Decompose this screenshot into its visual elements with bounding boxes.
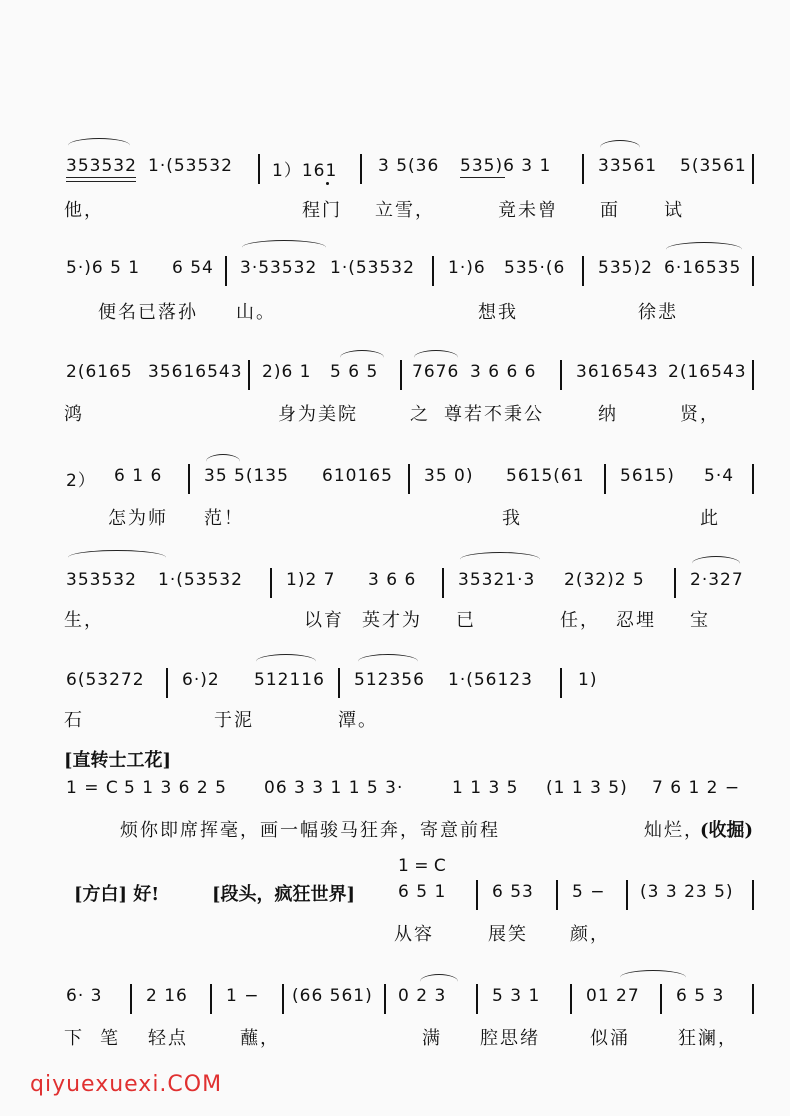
lyric: 英才为 — [362, 610, 422, 631]
lyric: 立雪， — [375, 200, 435, 221]
bar-line — [408, 464, 410, 494]
lyric: 他， — [64, 200, 104, 221]
note-group: 2)6 1 — [262, 362, 312, 382]
section-label: [段头，疯狂世界] — [212, 884, 356, 905]
slur — [68, 138, 130, 153]
note-group: 35321·3 — [458, 570, 536, 590]
note-group: 7 6 1 2 − — [652, 778, 741, 798]
underline — [66, 177, 136, 178]
bar-line — [752, 256, 754, 286]
bar-line — [188, 464, 190, 494]
bar-line — [570, 984, 572, 1014]
slur — [692, 556, 740, 571]
note-group: 5 3 1 — [492, 986, 541, 1006]
key-change: 1 = C — [398, 856, 446, 876]
key-signature: 1 = C — [66, 778, 119, 798]
note-group: 1)2 7 — [286, 570, 336, 590]
note-group: 610165 — [322, 466, 393, 486]
note-group: 7676 — [412, 362, 460, 382]
bar-line — [604, 464, 606, 494]
note-group: 5 − — [572, 882, 606, 902]
bar-line — [258, 154, 260, 184]
note-group: 2·327 — [690, 570, 744, 590]
lyric: 我 — [502, 508, 522, 529]
bar-line — [282, 984, 284, 1014]
bar-line — [270, 568, 272, 598]
lyric: 从容 — [394, 924, 434, 945]
note-group: 2(32)2 5 — [564, 570, 645, 590]
lyric: 宝 — [690, 610, 710, 631]
bar-line — [360, 154, 362, 184]
lyric: 腔思绪 — [480, 1028, 540, 1049]
lyric: 轻点 — [148, 1028, 188, 1049]
note-group: 06 3 3 1 1 5 3· — [264, 778, 404, 798]
bar-line — [225, 256, 227, 286]
bar-line — [384, 984, 386, 1014]
lyric-line-9 — [0, 1024, 790, 1050]
bar-line — [338, 668, 340, 698]
slur — [68, 550, 166, 565]
note-group: 353532 — [66, 156, 137, 176]
notation-line-2 — [0, 252, 790, 282]
note-group: 535)2 — [598, 258, 653, 278]
lyric: 怎为师 — [108, 508, 168, 529]
lyric: 徐悲 — [638, 302, 678, 323]
lyric: 竟未曾 — [498, 200, 558, 221]
note-group: 2） — [66, 471, 96, 491]
dot — [326, 182, 329, 185]
note-group: 5615) — [620, 466, 675, 486]
note-group: 2 16 — [146, 986, 188, 1006]
lyric: 于泥 — [214, 710, 254, 731]
slur — [666, 242, 742, 257]
lyric-line-3 — [0, 400, 790, 426]
bar-line — [752, 154, 754, 184]
note-group: 1·(56123 — [448, 670, 533, 690]
note-group: 6 54 — [172, 258, 214, 278]
note-group: 3·53532 — [240, 258, 318, 278]
lyric: 想我 — [478, 302, 518, 323]
note-group: (66 561) — [292, 986, 373, 1006]
note-group: 6(53272 — [66, 670, 145, 690]
note-group: 0 2 3 — [398, 986, 447, 1006]
lyric-line-1 — [0, 196, 790, 222]
lyric-line-8 — [0, 920, 790, 946]
note-group: 6· 3 — [66, 986, 103, 1006]
lyric-line-2 — [0, 298, 790, 324]
note-group: 01 27 — [586, 986, 640, 1006]
note-group: (1 1 3 5) — [546, 778, 628, 798]
bar-line — [476, 984, 478, 1014]
bar-line — [166, 668, 168, 698]
bar-line — [556, 880, 558, 910]
bar-line — [442, 568, 444, 598]
note-group: 3616543 — [576, 362, 659, 382]
underline — [66, 181, 136, 182]
note-group: 3 6 6 — [368, 570, 417, 590]
lyric: 潭。 — [338, 710, 378, 731]
lyric: 狂澜， — [678, 1028, 738, 1049]
lyric: 展笑 — [488, 924, 528, 945]
note-group: 1·)6 — [448, 258, 486, 278]
slur — [242, 240, 326, 255]
lyric: 此 — [700, 508, 720, 529]
slur — [600, 140, 640, 155]
notation-line-6 — [0, 664, 790, 694]
lyric-line-6 — [0, 706, 790, 732]
slur — [620, 970, 686, 985]
lyric: 尊若不秉公 — [444, 404, 544, 425]
collect-note: (收掘) — [700, 820, 754, 841]
lyric: 蘸， — [240, 1028, 280, 1049]
note-group: 2(6165 — [66, 362, 133, 382]
note-group: 1·(53532 — [158, 570, 243, 590]
bar-line — [560, 668, 562, 698]
note-group: 512116 — [254, 670, 325, 690]
bar-line — [626, 880, 628, 910]
lyric: 下 — [64, 1028, 84, 1049]
bar-line — [582, 154, 584, 184]
bar-line — [210, 984, 212, 1014]
note-group: 1 1 3 5 — [452, 778, 519, 798]
bar-line — [476, 880, 478, 910]
note-group: 3 5(36 — [378, 156, 440, 176]
lyric: 范！ — [204, 508, 244, 529]
bar-line — [752, 880, 754, 910]
note-group: 1·(53532 — [148, 156, 233, 176]
lyric: 面 — [600, 200, 620, 221]
lyric: 已 — [456, 610, 476, 631]
note-group: 5615(61 — [506, 466, 585, 486]
lyric-line-4 — [0, 504, 790, 530]
bar-line — [130, 984, 132, 1014]
lyric: 石 — [64, 710, 84, 731]
lyric-line-5 — [0, 606, 790, 632]
note-group: 2(16543 — [668, 362, 747, 382]
note-group: 1·(53532 — [330, 258, 415, 278]
section-label: [直转士工花] — [64, 750, 172, 771]
note-group: 6 5 1 — [398, 882, 447, 902]
bar-line — [752, 984, 754, 1014]
slur — [460, 552, 540, 567]
lyric: 之 — [410, 404, 430, 425]
note-group: 35616543 — [148, 362, 243, 382]
bar-line — [660, 984, 662, 1014]
notation-line-4 — [0, 460, 790, 490]
notation-line-5 — [0, 564, 790, 594]
note-group: 353532 — [66, 570, 137, 590]
lyric: 贤， — [680, 404, 720, 425]
lyric: 鸿 — [64, 404, 84, 425]
lyric: 试 — [664, 200, 684, 221]
notation-line-1 — [0, 150, 790, 180]
note-group: 5(3561 — [680, 156, 747, 176]
lyric: 以育 — [304, 610, 344, 631]
note-group: 35 5(135 — [204, 466, 289, 486]
note-group: 1 − — [226, 986, 260, 1006]
note-group: 3 6 6 6 — [470, 362, 537, 382]
notation-line-3 — [0, 356, 790, 386]
note-group: 6 5 3 — [676, 986, 725, 1006]
lyric: 生， — [64, 610, 104, 631]
note-group: (3 3 23 5) — [640, 882, 734, 902]
note-group: 535)6 3 1 — [460, 156, 552, 176]
note-group: 5 1 3 6 2 5 — [124, 778, 227, 798]
lyric: 纳 — [598, 404, 618, 425]
notation-line-7 — [0, 772, 790, 802]
bar-line — [582, 256, 584, 286]
note-group: 35 0) — [424, 466, 474, 486]
note-group: 1) — [578, 670, 598, 690]
underline — [460, 177, 505, 178]
bar-line — [248, 360, 250, 390]
bar-line — [432, 256, 434, 286]
note-group: 6 1 6 — [114, 466, 163, 486]
lyric: 灿烂， — [644, 820, 704, 841]
note-group: 33561 — [598, 156, 658, 176]
note-group: 1）161 — [272, 161, 338, 181]
bar-line — [560, 360, 562, 390]
lyric: 满 — [422, 1028, 442, 1049]
notation-line-9 — [0, 980, 790, 1010]
lyric: 任， — [560, 610, 600, 631]
spoken-line: [方白] 好! — [74, 884, 160, 905]
lyric: 程门 — [302, 200, 342, 221]
lyric: 忍埋 — [616, 610, 656, 631]
note-group: 5·)6 5 1 — [66, 258, 141, 278]
slur — [256, 654, 316, 669]
lyric: 烦你即席挥毫，画一幅骏马狂奔，寄意前程 — [120, 820, 500, 841]
lyric: 颜， — [570, 924, 610, 945]
lyric: 山。 — [236, 302, 276, 323]
bar-line — [752, 360, 754, 390]
lyric: 似涌 — [590, 1028, 630, 1049]
bar-line — [400, 360, 402, 390]
note-group: 6·)2 — [182, 670, 220, 690]
note-group: 5·4 — [704, 466, 735, 486]
lyric: 笔 — [100, 1028, 120, 1049]
bar-line — [752, 464, 754, 494]
bar-line — [674, 568, 676, 598]
notation-line-8 — [0, 876, 790, 906]
note-group: 5 6 5 — [330, 362, 379, 382]
lyric: 身为美院 — [278, 404, 358, 425]
note-group: 6·16535 — [664, 258, 742, 278]
slur — [358, 654, 418, 669]
lyric-line-7 — [0, 816, 790, 842]
watermark: qiyuexuexi.COM — [30, 1072, 223, 1097]
lyric: 便名已落孙 — [98, 302, 198, 323]
note-group: 535·(6 — [504, 258, 566, 278]
note-group: 512356 — [354, 670, 425, 690]
note-group: 6 53 — [492, 882, 534, 902]
